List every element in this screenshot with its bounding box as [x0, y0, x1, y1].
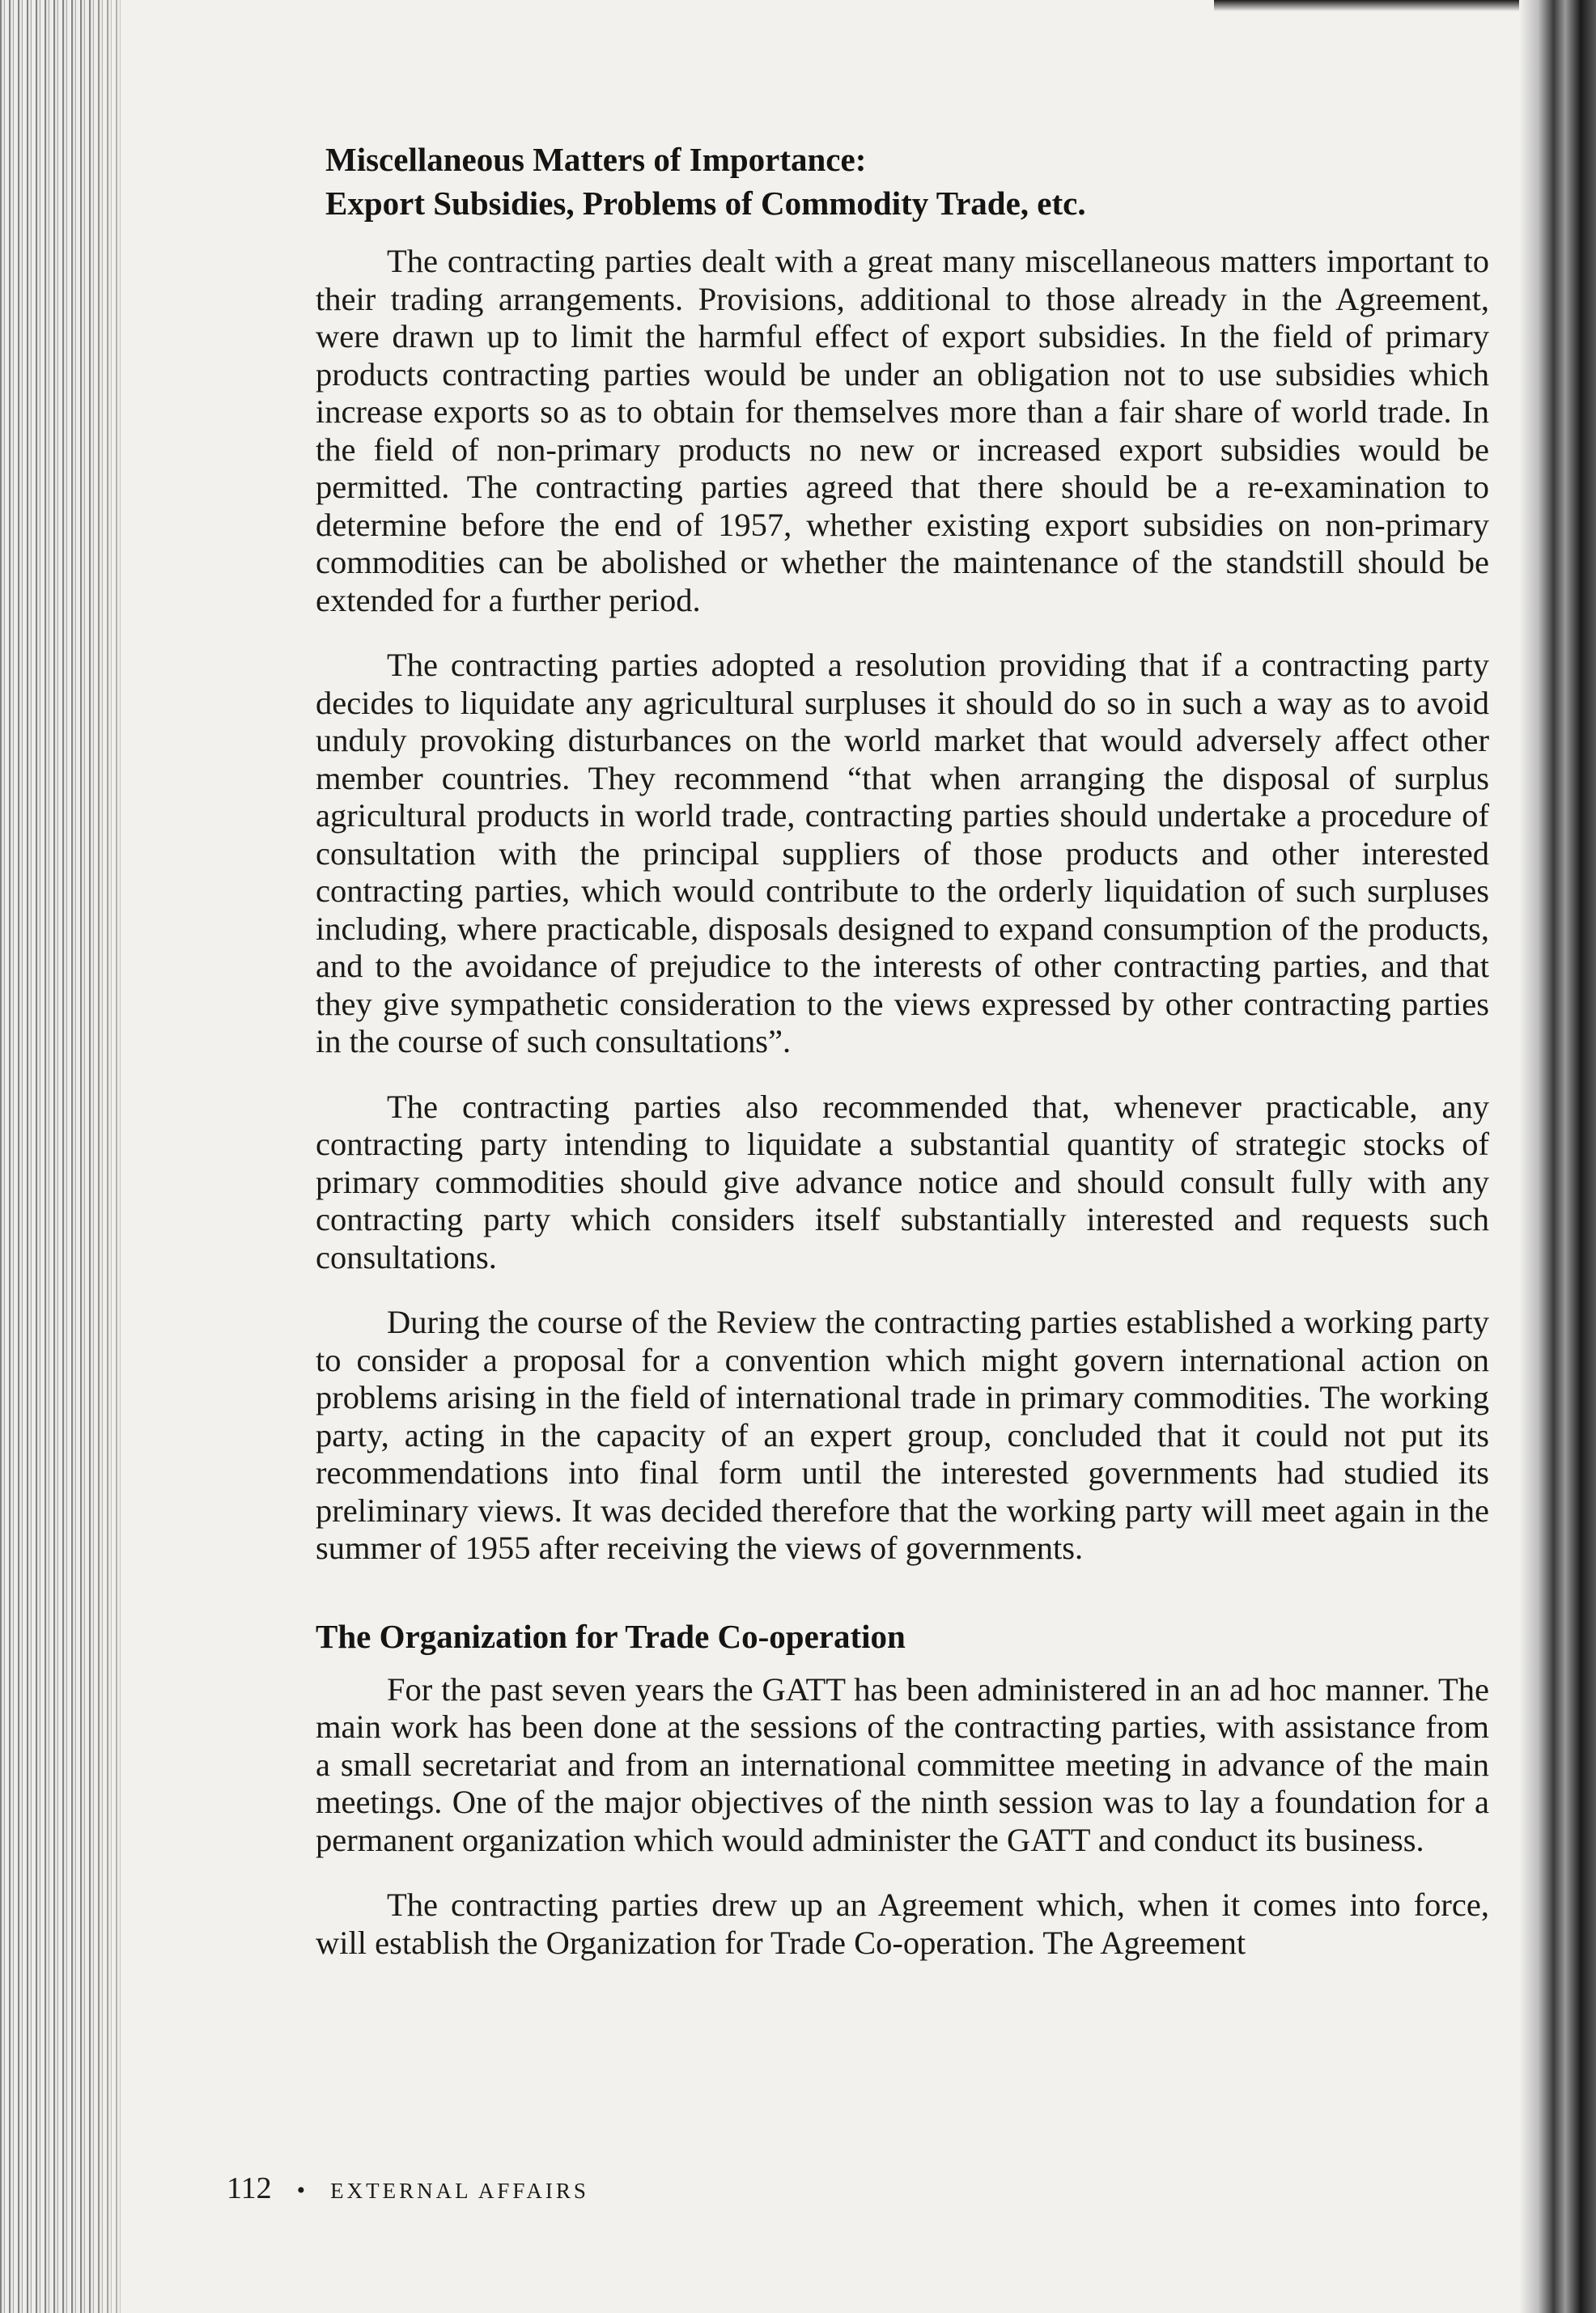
- page-number: 112: [227, 2171, 272, 2205]
- paragraph-agricultural-surpluses: The contracting parties adopted a resolution providing that if a contracting party decides to liquidate any agricultural surpluses it should do so in such a way as to avoid unduly provoking disturbances on the world market that would adversely affect other member countries. They recommend “that when arranging the disposal of surplus agricultural products in world trade, contracting parties should undertake a procedure of consultation with the principal suppliers of those products and other interested contracting parties, which would contribute to the orderly liquidation of such surpluses including, where practicable, disposals designed to expand consumption of the products, and to the avoidance of prejudice to the interests of other contracting parties, and that they give sympathetic consideration to the views expressed by other contracting parties in the course of such consultations”.: [316, 647, 1489, 1059]
- paragraph-gatt-administration: For the past seven years the GATT has been administered in an ad hoc manner. The main work has been done at the sessions of the contracting parties, with assistance from a small secretariat and from an international committee meeting in advance of the main meetings. One of the major objectives of the ninth session was to lay a foundation for a permanent organization which would administer the GATT and conduct its business.: [316, 1670, 1489, 1858]
- scanned-page-edge: [1519, 0, 1596, 2313]
- paragraph-export-subsidies: The contracting parties dealt with a great many miscellaneous matters important to their trading arrangements. Provisions, additional to those already in the Agreement, were drawn up to limit the harmful effect of export subsidies. In the field of primary products contracting parties would be under an obligation not to use subsidies which increase exports so as to obtain for themselves more than a fair share of world trade. In the field of non-primary products no new or increased export subsidies would be permitted. The contracting parties agreed that there should be a re-examination to determine before the end of 1957, whether existing export subsidies on non-primary commodities can be abolished or whether the maintenance of the standstill should be extended for a further period.: [316, 243, 1489, 618]
- journal-title: EXTERNAL AFFAIRS: [330, 2179, 589, 2203]
- section-heading-otc: The Organization for Trade Co-operation: [316, 1617, 906, 1655]
- paragraph-otc-agreement: The contracting parties drew up an Agreement which, when it comes into force, will establish the Organization for Trade Co-operation. The Agreement: [316, 1886, 1489, 1961]
- footer-separator: •: [296, 2177, 306, 2204]
- page-footer: [227, 2171, 589, 2206]
- binding-edge-shadow: [89, 0, 154, 2313]
- section-heading-line-2: Export Subsidies, Problems of Commodity Trade, etc.: [325, 185, 1086, 222]
- section-heading-line-1: Miscellaneous Matters of Importance:: [325, 141, 867, 178]
- document-page: [316, 138, 1489, 1989]
- paragraph-working-party: During the course of the Review the contracting parties established a working party to consider a proposal for a convention which might govern international action on problems arising in the field of international trade in primary commodities. The working party, acting in the capacity of an expert group, concluded that it could not put its recommendations into final form until the interested governments had studied its preliminary views. It was decided therefore that the working party will meet again in the summer of 1955 after receiving the views of governments.: [316, 1304, 1489, 1566]
- section-heading-misc-matters: [325, 138, 1489, 225]
- scanned-top-edge: [1214, 0, 1519, 11]
- paragraph-strategic-stocks: The contracting parties also recommended that, whenever practicable, any contracting party intending to liquidate a substantial quantity of strategic stocks of primary commodities should give advance notice and should consult fully with any contracting party which considers itself substantially interested and requests such consultations.: [316, 1088, 1489, 1275]
